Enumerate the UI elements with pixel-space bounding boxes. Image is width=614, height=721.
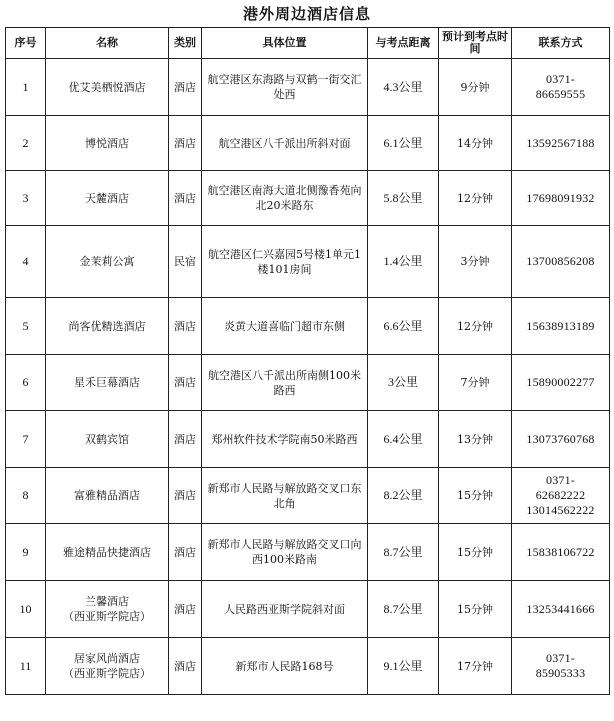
table-row: [6, 411, 610, 468]
location-cell: 炎黄大道喜临门超市东侧: [202, 298, 368, 355]
phone-number: 13253441666: [526, 601, 595, 616]
table-body: [6, 59, 610, 695]
location-cell: 航空港区东海路与双鹤一街交汇处西: [202, 59, 368, 116]
phone-number: 15638913189: [526, 318, 595, 333]
distance-cell: 3公里: [368, 355, 439, 411]
header-no: 序号: [6, 28, 46, 59]
distance-cell: 4.3公里: [368, 59, 439, 116]
phone-number: 13700856208: [526, 254, 595, 268]
category-cell: 酒店: [169, 298, 202, 355]
table-row: [6, 581, 610, 638]
hotel-name: 博悦酒店: [85, 136, 129, 150]
contact-cell: [512, 116, 610, 171]
row-number-cell: 6: [6, 355, 46, 411]
hotel-name: 雅途精品快捷酒店: [63, 545, 151, 559]
travel-time-cell: 15分钟: [439, 524, 512, 581]
hotel-name-cell: [46, 355, 169, 411]
table-row: [6, 355, 610, 411]
row-number-cell: 9: [6, 524, 46, 581]
travel-time-cell: 3分钟: [439, 226, 512, 298]
phone-number: 13014562222: [526, 503, 595, 517]
header-name: 名称: [46, 28, 169, 59]
hotel-name-branch: （西亚斯学院店）: [63, 667, 151, 680]
row-number-cell: 1: [6, 59, 46, 116]
travel-time-cell: 7分钟: [439, 355, 512, 411]
table-row: [6, 638, 610, 695]
table-row: [6, 298, 610, 355]
phone-number: 15838106722: [526, 544, 595, 559]
hotel-name: 富雅精品酒店: [74, 489, 140, 502]
hotel-name-cell: [46, 468, 169, 524]
hotel-name: 居家风尚酒店: [74, 652, 140, 665]
table-row: [6, 171, 610, 226]
travel-time-cell: 14分钟: [439, 116, 512, 171]
table-row: [6, 59, 610, 116]
hotel-name-cell: [46, 226, 169, 298]
location-cell: 郑州软件技术学院南50米路西: [202, 411, 368, 468]
distance-cell: 6.1公里: [368, 116, 439, 171]
category-cell: 酒店: [169, 355, 202, 411]
row-number-cell: 7: [6, 411, 46, 468]
hotel-name: 优艾美栖悦酒店: [68, 80, 146, 94]
category-cell: 酒店: [169, 171, 202, 226]
header-time: 预计到考点时间: [439, 28, 512, 59]
travel-time-cell: 9分钟: [439, 59, 512, 116]
hotel-name: 兰馨酒店: [85, 595, 129, 608]
contact-cell: [512, 171, 610, 226]
row-number-cell: 8: [6, 468, 46, 524]
hotel-name-branch: （西亚斯学院店）: [63, 610, 151, 623]
phone-number: 85905333: [535, 666, 586, 680]
contact-cell: [512, 298, 610, 355]
phone-number: 13592567188: [526, 135, 595, 150]
category-cell: 酒店: [169, 116, 202, 171]
hotel-name: 尚客优精选酒店: [68, 319, 146, 333]
hotel-name: 天麓酒店: [85, 191, 129, 205]
category-cell: 民宿: [169, 226, 202, 298]
contact-cell: [512, 638, 610, 695]
hotel-name-cell: [46, 524, 169, 581]
row-number-cell: 2: [6, 116, 46, 171]
distance-cell: 8.7公里: [368, 524, 439, 581]
category-cell: 酒店: [169, 581, 202, 638]
row-number-cell: 11: [6, 638, 46, 695]
header-row: [6, 28, 610, 59]
header-contact: 联系方式: [512, 28, 610, 59]
hotel-name: 双鹤宾馆: [85, 432, 129, 446]
travel-time-cell: 17分钟: [439, 638, 512, 695]
contact-cell: [512, 355, 610, 411]
hotel-name-cell: [46, 59, 169, 116]
travel-time-cell: 13分钟: [439, 411, 512, 468]
distance-cell: 8.2公里: [368, 468, 439, 524]
contact-cell: [512, 226, 610, 298]
contact-cell: [512, 468, 610, 524]
travel-time-cell: 12分钟: [439, 298, 512, 355]
header-type: 类别: [169, 28, 202, 59]
row-number-cell: 10: [6, 581, 46, 638]
travel-time-cell: 12分钟: [439, 171, 512, 226]
distance-cell: 9.1公里: [368, 638, 439, 695]
row-number-cell: 4: [6, 226, 46, 298]
distance-cell: 8.7公里: [368, 581, 439, 638]
contact-cell: [512, 581, 610, 638]
location-cell: 新郑市人民路与解放路交叉口东北角: [202, 468, 368, 524]
travel-time-cell: 15分钟: [439, 468, 512, 524]
page-title: 港外周边酒店信息: [242, 5, 371, 23]
distance-cell: 6.6公里: [368, 298, 439, 355]
header-location: 具体位置: [202, 28, 368, 59]
contact-cell: [512, 524, 610, 581]
hotel-name-cell: [46, 581, 169, 638]
contact-cell: [512, 59, 610, 116]
phone-number: 62682222: [535, 488, 586, 502]
hotel-name-cell: [46, 116, 169, 171]
location-cell: 航空港区八千派出所斜对面: [202, 116, 368, 171]
hotel-name: 金茉莉公寓: [79, 255, 135, 268]
hotel-name-cell: [46, 638, 169, 695]
location-cell: 新郑市人民路与解放路交叉口向西100米路南: [202, 524, 368, 581]
location-cell: 航空港区南海大道北侧豫香苑向北20米路东: [202, 171, 368, 226]
phone-number: 86659555: [535, 87, 586, 101]
row-number-cell: 3: [6, 171, 46, 226]
phone-number: 15890002277: [526, 375, 595, 389]
table-row: [6, 524, 610, 581]
hotel-name-cell: [46, 171, 169, 226]
table-row: [6, 226, 610, 298]
contact-cell: [512, 411, 610, 468]
header-distance: 与考点距离: [368, 28, 439, 59]
category-cell: 酒店: [169, 524, 202, 581]
location-cell: 人民路西亚斯学院斜对面: [202, 581, 368, 638]
category-cell: 酒店: [169, 411, 202, 468]
distance-cell: 1.4公里: [368, 226, 439, 298]
travel-time-cell: 15分钟: [439, 581, 512, 638]
location-cell: 航空港区仁兴嘉园5号楼1单元1楼101房间: [202, 226, 368, 298]
phone-number: 13073760768: [526, 431, 595, 446]
phone-number: 0371-: [546, 72, 575, 86]
row-number-cell: 5: [6, 298, 46, 355]
category-cell: 酒店: [169, 59, 202, 116]
phone-number: 17698091932: [526, 190, 595, 205]
table-row: [6, 468, 610, 524]
hotel-name-cell: [46, 298, 169, 355]
phone-number: 0371-: [546, 473, 575, 487]
category-cell: 酒店: [169, 468, 202, 524]
distance-cell: 5.8公里: [368, 171, 439, 226]
hotel-name-cell: [46, 411, 169, 468]
location-cell: 新郑市人民路168号: [202, 638, 368, 695]
hotel-table: [5, 27, 610, 695]
category-cell: 酒店: [169, 638, 202, 695]
phone-number: 0371-: [546, 651, 575, 665]
distance-cell: 6.4公里: [368, 411, 439, 468]
table-row: [6, 116, 610, 171]
hotel-name: 星禾巨幕酒店: [74, 376, 140, 389]
location-cell: 航空港区八千派出所南侧100米路西: [202, 355, 368, 411]
